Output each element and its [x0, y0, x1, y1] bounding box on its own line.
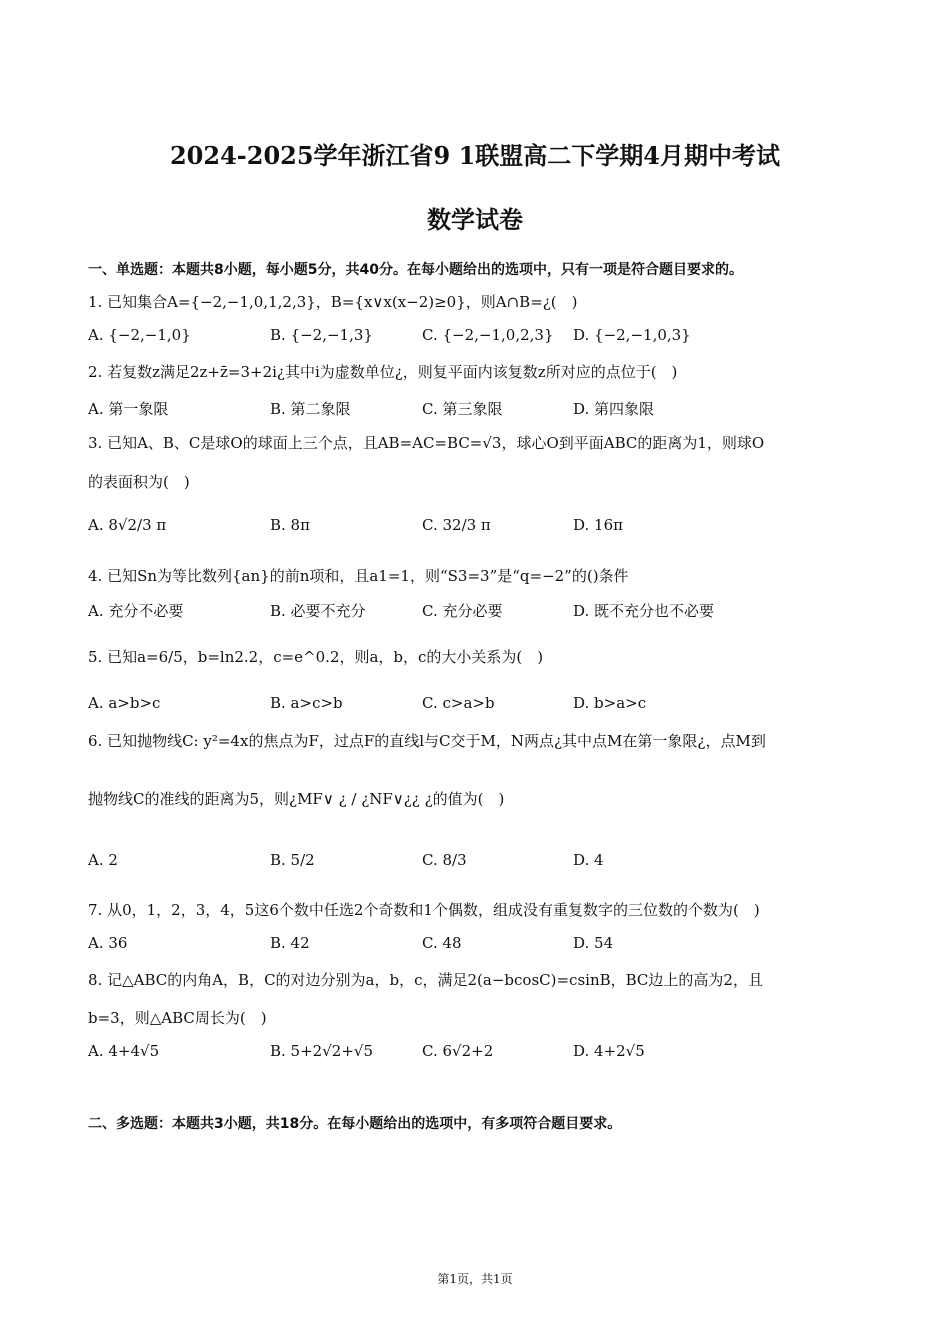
question-4-option-d: D. 既不充分也不必要 [573, 602, 715, 620]
question-4-stem: 4. 已知Sn为等比数列{an}的前n项和，且a1=1，则“S3=3”是“q=−2”的()条件 [88, 567, 629, 585]
question-7-stem: 7. 从0，1，2，3，4，5这6个数中任选2个奇数和1个偶数，组成没有重复数字的三位数的个数为( ) [88, 901, 760, 919]
section-heading-multiple-choice: 二、多选题：本题共3小题，共18分。在每小题给出的选项中，有多项符合题目要求。 [88, 1116, 622, 1132]
section-heading-single-choice: 一、单选题：本题共8小题，每小题5分，共40分。在每小题给出的选项中，只有一项是符合题目要求的。 [88, 262, 743, 278]
question-8-stem-line-1: 8. 记△ABC的内角A，B，C的对边分别为a，b，c，满足2(a−bcosC)=csinB，BC边上的高为2，且 [88, 971, 763, 989]
question-4-option-a: A. 充分不必要 [88, 602, 184, 620]
question-5-option-d: D. b>a>c [573, 694, 647, 712]
question-2-option-d: D. 第四象限 [573, 400, 655, 418]
question-6-option-a: A. 2 [88, 851, 118, 869]
question-7-option-b: B. 42 [270, 934, 310, 952]
question-1-option-b: B. {−2,−1,3} [270, 326, 373, 344]
page-title: 2024-2025学年浙江省9 1联盟高二下学期4月期中考试 [169, 141, 780, 170]
question-1-option-a: A. {−2,−1,0} [88, 326, 191, 344]
question-3-option-b: B. 8π [270, 516, 310, 534]
question-6-stem-line-2: 抛物线C的准线的距离为5，则¿MF∨ ¿ / ¿NF∨¿¿ ¿的值为( ) [88, 790, 505, 808]
question-8-option-c: C. 6√2+2 [422, 1042, 494, 1060]
question-1-option-d: D. {−2,−1,0,3} [573, 326, 691, 344]
question-2-option-a: A. 第一象限 [88, 400, 169, 418]
page-subtitle: 数学试卷 [427, 205, 523, 234]
question-7-option-c: C. 48 [422, 934, 462, 952]
question-6-option-d: D. 4 [573, 851, 604, 869]
question-2-option-c: C. 第三象限 [422, 400, 503, 418]
question-7-option-d: D. 54 [573, 934, 614, 952]
question-4-option-b: B. 必要不充分 [270, 602, 366, 620]
question-3-option-a: A. 8√2/3 π [88, 516, 167, 534]
question-6-option-b: B. 5/2 [270, 851, 315, 869]
question-3-option-d: D. 16π [573, 516, 623, 534]
question-1-stem: 1. 已知集合A={−2,−1,0,1,2,3}，B={x∨x(x−2)≥0}，则A∩B=¿( ) [88, 293, 578, 311]
question-7-option-a: A. 36 [88, 934, 128, 952]
question-6-stem-line-1: 6. 已知抛物线C: y²=4x的焦点为F，过点F的直线l与C交于M，N两点¿其中点M在第一象限¿，点M到 [88, 732, 766, 750]
question-5-stem: 5. 已知a=6/5，b=ln2.2，c=e^0.2，则a，b，c的大小关系为( ) [88, 648, 544, 666]
question-8-option-d: D. 4+2√5 [573, 1042, 645, 1060]
question-6-option-c: C. 8/3 [422, 851, 467, 869]
page-footer: 第1页，共1页 [437, 1272, 513, 1286]
question-2-stem: 2. 若复数z满足2z+z̄=3+2i¿其中i为虚数单位¿，则复平面内该复数z所对应的点位于( ) [88, 363, 678, 381]
question-8-stem-line-2: b=3，则△ABC周长为( ) [88, 1009, 267, 1027]
question-3-option-c: C. 32/3 π [422, 516, 491, 534]
question-8-option-a: A. 4+4√5 [88, 1042, 160, 1060]
question-4-option-c: C. 充分必要 [422, 602, 503, 620]
question-3-stem-line-1: 3. 已知A、B、C是球O的球面上三个点，且AB=AC=BC=√3，球心O到平面ABC的距离为1，则球O [88, 434, 765, 452]
question-5-option-a: A. a>b>c [88, 694, 161, 712]
question-5-option-c: C. c>a>b [422, 694, 495, 712]
question-2-option-b: B. 第二象限 [270, 400, 351, 418]
question-5-option-b: B. a>c>b [270, 694, 343, 712]
question-1-option-c: C. {−2,−1,0,2,3} [422, 326, 554, 344]
question-3-stem-line-2: 的表面积为( ) [88, 473, 190, 491]
question-8-option-b: B. 5+2√2+√5 [270, 1042, 373, 1060]
